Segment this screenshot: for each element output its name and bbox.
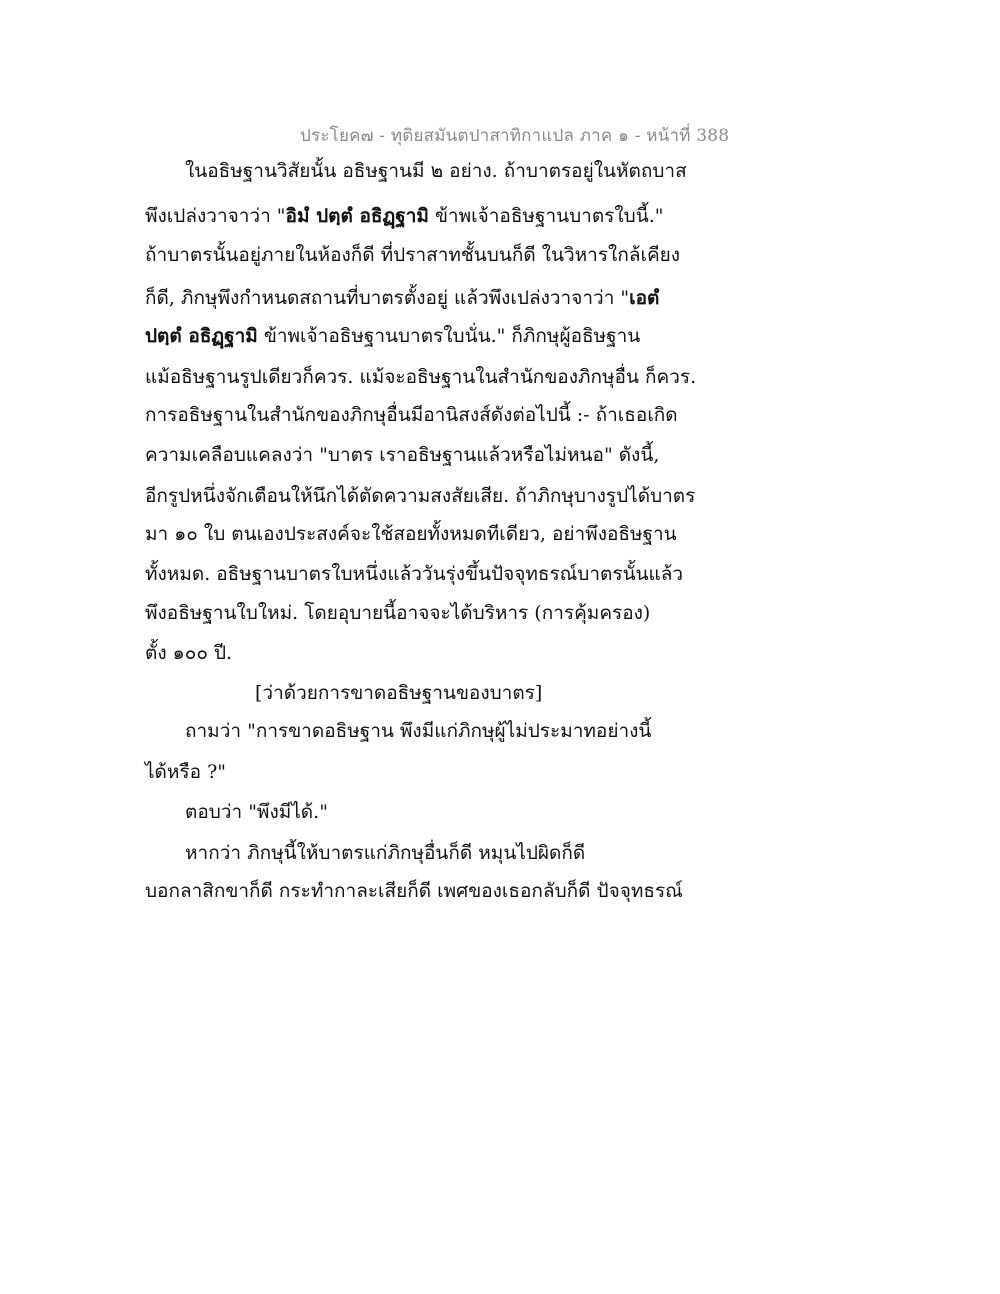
section-heading: [ว่าด้วยการขาดอธิษฐานของบาตร] [255,682,543,704]
body-line: ตั้ง ๑๐๐ ปี. [145,642,233,664]
pali-phrase: ปตฺตํ อธิฏฺฐามิ [145,325,258,347]
body-line [145,285,659,311]
body-line: พึงอธิษฐานใบใหม่. โดยอุบายนี้อาจจะได้บริหาร (การคุ้มครอง) [145,602,651,624]
body-line: ทั้งหมด. อธิษฐานบาตรใบหนึ่งแล้ววันรุ่งขึ้นปัจจุทธรณ์บาตรนั้นแล้ว [145,563,684,585]
text-run: ข้าพเจ้าอธิษฐานบาตรใบนี้." [428,205,664,227]
pali-phrase: อิมํ ปตฺตํ อธิฏฺฐามิ [285,205,429,227]
body-line: ในอธิษฐานวิสัยนั้น อธิษฐานมี ๒ อย่าง. ถ้าบาตรอยู่ในหัตถบาส [185,160,687,182]
body-line: ความเคลือบแคลงว่า "บาตร เราอธิษฐานแล้วหรือไม่หนอ" ดังนี้, [145,444,660,466]
pali-phrase: เอตํ [629,287,660,309]
body-line [145,323,640,349]
body-line: ตอบว่า "พึงมีได้." [185,801,328,823]
body-line: หากว่า ภิกษุนี้ให้บาตรแก่ภิกษุอื่นก็ดี หมุนไปผิดก็ดี [185,842,586,864]
body-line: ถามว่า "การขาดอธิษฐาน พึงมีแก่ภิกษุผู้ไม่ประมาทอย่างนี้ [185,720,652,742]
body-line: ถ้าบาตรนั้นอยู่ภายในห้องก็ดี ที่ปราสาทชั้นบนก็ดี ในวิหารใกล้เคียง [145,244,681,266]
text-run: ก็ดี, ภิกษุพึงกำหนดสถานที่บาตรตั้งอยู่ แล้วพึงเปล่งวาจาว่า " [145,287,630,309]
body-line: มา ๑๐ ใบ ตนเองประสงค์จะใช้สอยทั้งหมดทีเดียว, อย่าพึงอธิษฐาน [145,523,677,545]
body-line: แม้อธิษฐานรูปเดียวก็ควร. แม้จะอธิษฐานในสำนักของภิกษุอื่น ก็ควร. [145,366,697,388]
text-run: ข้าพเจ้าอธิษฐานบาตรใบนั่น." ก็ภิกษุผู้อธิษฐาน [257,325,641,347]
body-line [145,203,663,229]
text-run: พึงเปล่งวาจาว่า " [145,205,286,227]
body-line: ได้หรือ ?" [145,761,227,783]
body-line: บอกลาสิกขาก็ดี กระทำกาละเสียก็ดี เพศของเธอกลับก็ดี ปัจจุทธรณ์ [145,880,683,902]
page-header: ประโยค๗ - ทุติยสมันตปาสาทิกาแปล ภาค ๑ - หน้าที่ 388 [300,126,730,146]
body-line: อีกรูปหนึ่งจักเตือนให้นึกได้ตัดความสงสัยเสีย. ถ้าภิกษุบางรูปได้บาตร [145,485,696,507]
body-line: การอธิษฐานในสำนักของภิกษุอื่นมีอานิสงส์ดังต่อไปนี้ :- ถ้าเธอเกิด [145,404,678,426]
